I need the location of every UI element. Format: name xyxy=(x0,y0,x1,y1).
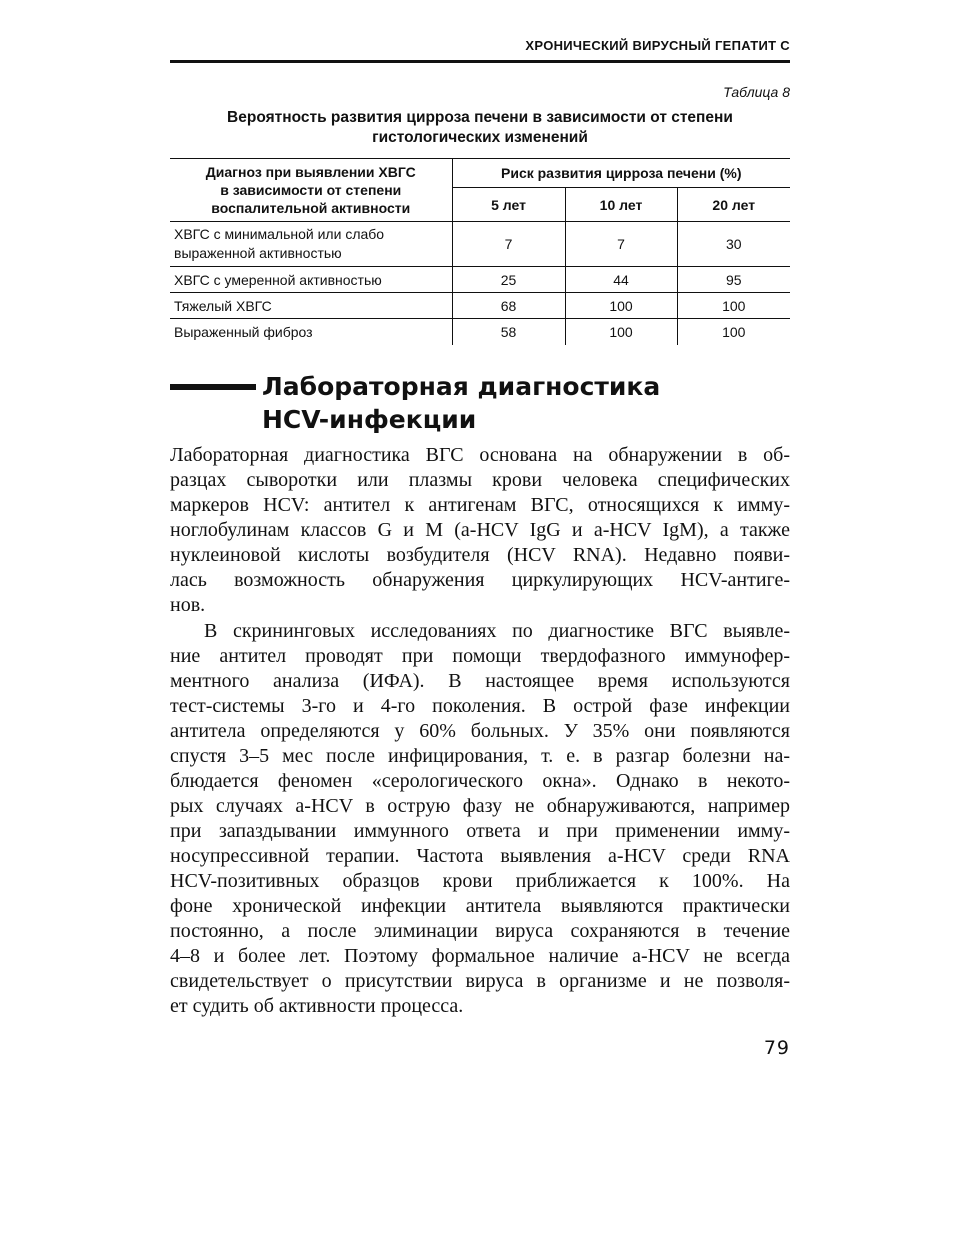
cell-10-years: 44 xyxy=(565,267,677,293)
paragraph-line: свидетельствует о присутствии вируса в организме и не позволя- xyxy=(170,970,790,992)
section-title xyxy=(262,370,782,436)
cell-20-years: 100 xyxy=(677,319,790,345)
paragraph-line: В скрининговых исследованиях по диагностике ВГС выявле- xyxy=(204,620,790,642)
table-row xyxy=(170,267,790,293)
cell-5-years: 68 xyxy=(452,293,565,319)
header-diagnosis xyxy=(170,159,452,222)
paragraph-line: ноглобулинам классов G и M (a-HCV IgG и a-HCV IgM), а также xyxy=(170,519,790,541)
row-diagnosis-line: выраженной активностью xyxy=(174,245,342,261)
paragraph-1 xyxy=(170,443,790,618)
cell-5-years: 58 xyxy=(452,319,565,345)
paragraph-line: ет судить об активности процесса. xyxy=(170,995,464,1017)
paragraph-line: фоне хронической инфекции антитела выявляются практически xyxy=(170,895,790,917)
section-title-line: HCV-инфекции xyxy=(262,405,477,434)
paragraph-line: лась возможность обнаружения циркулирующих HCV-антиге- xyxy=(170,569,790,591)
paragraph-line: разцах сыворотки или плазмы крови человека специфических xyxy=(170,469,790,491)
section-marker-bar xyxy=(170,384,256,390)
paragraph-2 xyxy=(170,619,790,1019)
paragraph-line: при запаздывании иммунного ответа и при применении имму- xyxy=(170,820,790,842)
header-20-years: 20 лет xyxy=(677,188,790,222)
header-diagnosis-line: в зависимости от степени xyxy=(220,182,402,198)
paragraph-line: HCV-позитивных образцов крови приближается к 100%. На xyxy=(170,870,790,892)
table-caption xyxy=(170,108,790,148)
page-number: 79 xyxy=(763,1037,790,1059)
paragraph-line: Лабораторная диагностика ВГС основана на обнаружении в об- xyxy=(170,444,790,466)
paragraph-line: тест-системы 3-го и 4-го поколения. В острой фазе инфекции xyxy=(170,695,790,717)
header-5-years: 5 лет xyxy=(452,188,565,222)
paragraph-line: рых случаях a-HCV в острую фазу не обнаруживаются, например xyxy=(170,795,790,817)
table-caption-line: Вероятность развития цирроза печени в зависимости от степени xyxy=(227,109,733,126)
paragraph-line: ментного анализа (ИФА). В настоящее время используются xyxy=(170,670,790,692)
header-rule xyxy=(170,60,790,63)
row-diagnosis xyxy=(170,222,452,267)
header-diagnosis-line: воспалительной активности xyxy=(211,200,411,216)
paragraph-line: носупрессивной терапии. Частота выявления a-HCV среди RNA xyxy=(170,845,790,867)
cell-5-years: 25 xyxy=(452,267,565,293)
cell-10-years: 100 xyxy=(565,319,677,345)
table-row xyxy=(170,319,790,345)
header-risk: Риск развития цирроза печени (%) xyxy=(452,159,790,188)
paragraph-line: постоянно, а после элиминации вируса сохраняются в течение xyxy=(170,920,790,942)
section-title-line: Лабораторная диагностика xyxy=(262,372,661,401)
cell-10-years: 100 xyxy=(565,293,677,319)
paragraph-line: ние антител проводят при помощи твердофазного иммунофер- xyxy=(170,645,790,667)
cell-10-years: 7 xyxy=(565,222,677,267)
paragraph-line: антитела определяются у 60% больных. У 35% они появляются xyxy=(170,720,790,742)
paragraph-line: нуклеиновой кислоты возбудителя (HCV RNA). Недавно появи- xyxy=(170,544,790,566)
running-header: ХРОНИЧЕСКИЙ ВИРУСНЫЙ ГЕПАТИТ С xyxy=(525,38,790,53)
header-diagnosis-line: Диагноз при выявлении ХВГС xyxy=(205,164,416,180)
risk-table xyxy=(170,158,790,345)
cell-5-years: 7 xyxy=(452,222,565,267)
table-number: Таблица 8 xyxy=(723,84,790,100)
table-row xyxy=(170,293,790,319)
paragraph-line: спустя 3–5 мес после инфицирования, т. е. в разгар болезни на- xyxy=(170,745,790,767)
cell-20-years: 30 xyxy=(677,222,790,267)
paragraph-line: 4–8 и более лет. Поэтому формальное наличие a-HCV не всегда xyxy=(170,945,790,967)
row-diagnosis: Выраженный фиброз xyxy=(174,323,313,340)
paragraph-line: блюдается феномен «серологического окна». Однако в некото- xyxy=(170,770,790,792)
table-row xyxy=(170,222,790,267)
row-diagnosis: Тяжелый ХВГС xyxy=(170,293,452,319)
paragraph-line: маркеров HCV: антител к антигенам ВГС, относящихся к имму- xyxy=(170,494,790,516)
row-diagnosis: ХВГС с умеренной активностью xyxy=(170,267,452,293)
row-diagnosis-line: ХВГС с минимальной или слабо xyxy=(174,226,385,242)
header-10-years: 10 лет xyxy=(565,188,677,222)
table-caption-line: гистологических изменений xyxy=(372,129,588,146)
cell-20-years: 95 xyxy=(677,267,790,293)
paragraph-line: нов. xyxy=(170,594,206,616)
cell-20-years: 100 xyxy=(677,293,790,319)
